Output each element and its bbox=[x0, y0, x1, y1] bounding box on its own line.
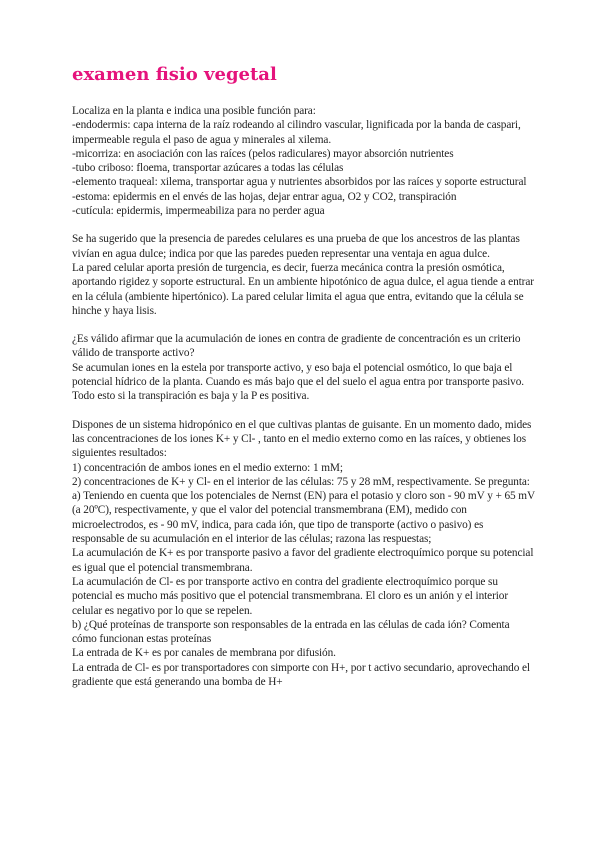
answer-text: La pared celular aporta presión de turgencia, es decir, fuerza mecánica contra la presión osmótica, aportando rigidez y soporte estructural. En un ambiente hipotónico de agua dulce, el agua tiende a entrar en la célula (ambiente hipertónico). La pared celular limita el agua que entra, evitando que la célula se hinche y haya lisis. bbox=[72, 261, 534, 317]
question-part-b: b) ¿Qué proteínas de transporte son responsables de la entrada en las células de cada ión? Comenta cómo funcionan estas proteínas bbox=[72, 618, 510, 646]
section-plant-functions bbox=[72, 104, 536, 218]
question-text: ¿Es válido afirmar que la acumulación de iones en contra de gradiente de concentración es un criterio válido de transporte activo? bbox=[72, 333, 521, 360]
document-body bbox=[72, 104, 536, 689]
section-cell-walls bbox=[72, 232, 536, 318]
answer-cuticula: -cutícula: epidermis, impermeabiliza para no perder agua bbox=[72, 205, 325, 218]
answer-text: Se acumulan iones en la estela por transporte activo, y eso baja el potencial osmótico, lo que baja el potencial hídrico de la planta. Cuando es más bajo que el del suelo el agua entra por transporte pasivo. Todo esto si la transpiración es baja y la P es positiva. bbox=[72, 361, 524, 403]
answer-micorriza: -micorriza: en asociación con las raíces (pelos radiculares) mayor absorción nutrientes bbox=[72, 147, 454, 160]
answer-endodermis: -endodermis: capa interna de la raíz rodeando al cilindro vascular, lignificada por la banda de caspari, impermeable regula el paso de agua y minerales al xilema. bbox=[72, 119, 521, 146]
section-spacer bbox=[72, 318, 536, 332]
result-item: 2) concentraciones de K+ y Cl- en el interior de las células: 75 y 28 mM, respectivamente. Se pregunta: bbox=[72, 475, 530, 488]
answer-potassium: La acumulación de K+ es por transporte pasivo a favor del gradiente electroquímico porque su potencial es igual que el potencial transmembrana. bbox=[72, 547, 534, 574]
question-text: Localiza en la planta e indica una posible función para: bbox=[72, 105, 316, 117]
answer-potassium-entry: La entrada de K+ es por canales de membrana por difusión. bbox=[72, 647, 336, 660]
section-spacer bbox=[72, 404, 536, 418]
answer-elemento-traqueal: -elemento traqueal: xilema, transportar agua y nutrientes absorbidos por las raíces y soporte estructural bbox=[72, 176, 527, 189]
answer-chloride: La acumulación de Cl- es por transporte activo en contra del gradiente electroquímico porque su potencial es mucho más positivo que el potencial transmembrana. El cloro es un anión y el interior celular es negativo por lo que se repelen. bbox=[72, 575, 508, 617]
section-hydroponics bbox=[72, 418, 536, 690]
question-text: Se ha sugerido que la presencia de paredes celulares es una prueba de que los ancestros de las plantas vivían en agua dulce; indica por que las paredes pueden representar una ventaja en agua dulce. bbox=[72, 233, 520, 260]
section-spacer bbox=[72, 218, 536, 232]
answer-tubo-criboso: -tubo criboso: floema, transportar azúcares a todas las células bbox=[72, 162, 344, 175]
section-active-transport bbox=[72, 332, 536, 403]
question-text: Dispones de un sistema hidropónico en el que cultivas plantas de guisante. En un momento dado, mides las concentraciones de los iones K+ y Cl- , tanto en el medio externo como en las raíces, y obtienes los siguientes resultados: bbox=[72, 418, 532, 460]
document-title: examen fisio vegetal bbox=[72, 64, 277, 85]
result-item: 1) concentración de ambos iones en el medio externo: 1 mM; bbox=[72, 461, 343, 474]
answer-estoma: -estoma: epidermis en el envés de las hojas, dejar entrar agua, O2 y CO2, transpiración bbox=[72, 190, 457, 203]
question-part-a: a) Teniendo en cuenta que los potenciales de Nernst (EN) para el potasio y cloro son - 90 mV y + 65 mV (a 20ºC), respectivamente, y que el valor del potencial transmembrana (EM), medido con microelectrodos, es - 90 mV, indica, para cada ión, que tipo de transporte (activo o pasivo) es responsable de su acumulación en el interior de las células; razona las respuestas; bbox=[72, 490, 535, 546]
answer-chloride-entry: La entrada de Cl- es por transportadores con simporte con H+, por t activo secundario, aprovechando el gradiente que está generando una bomba de H+ bbox=[72, 661, 530, 688]
